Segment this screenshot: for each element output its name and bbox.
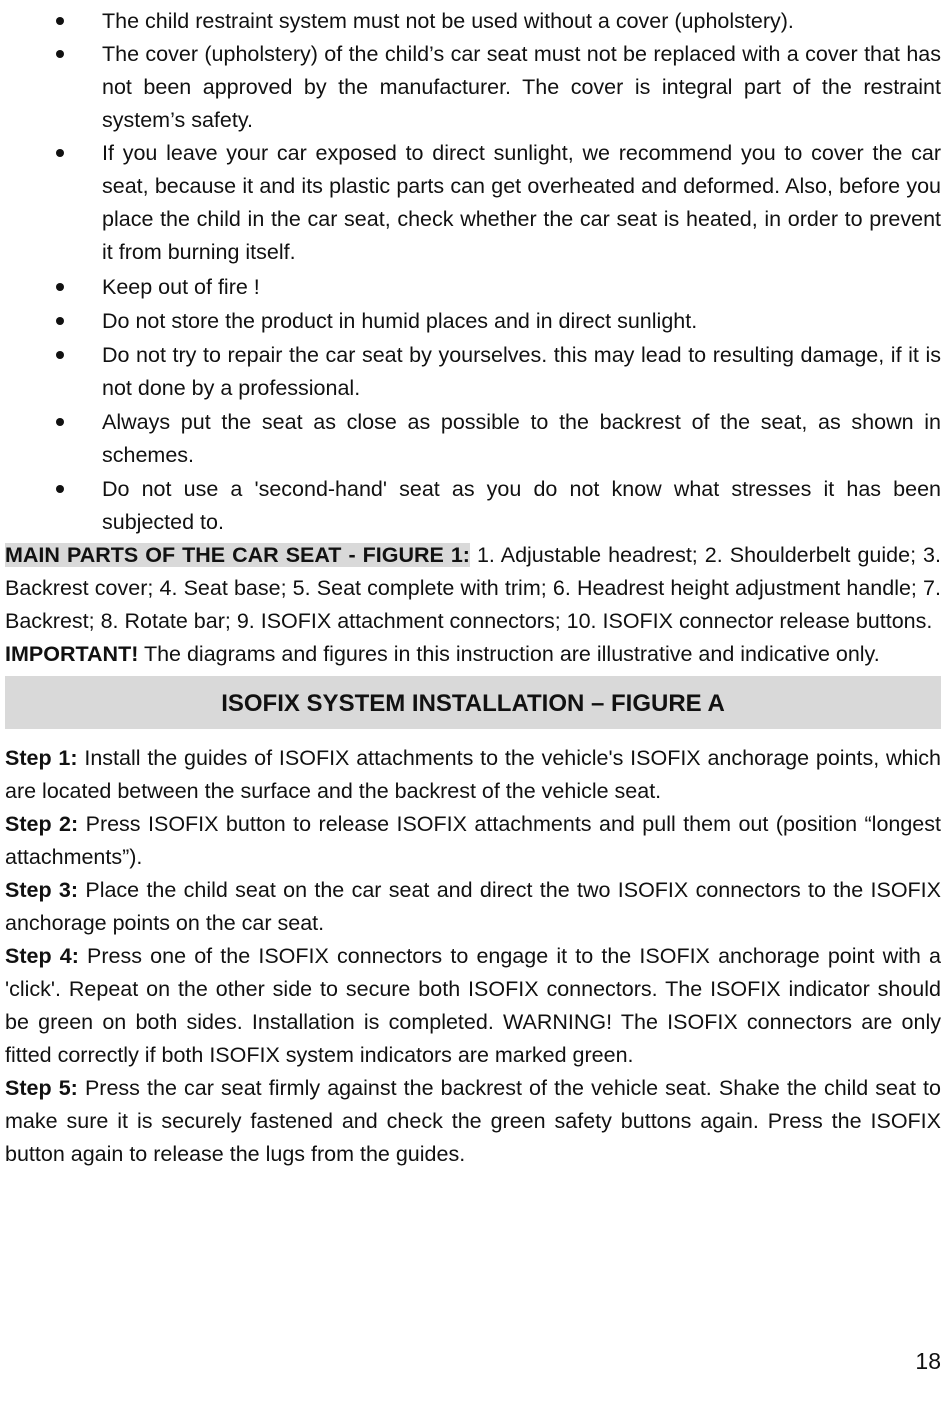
bullet-icon (56, 50, 64, 58)
warning-text: The cover (upholstery) of the child’s car seat must not be replaced with a cover that has not been approved by the manufacturer. The cover is integral part of the restraint system’s safety. (102, 42, 941, 132)
list-item (5, 5, 941, 38)
document-page (5, 5, 941, 1171)
section-heading: ISOFIX SYSTEM INSTALLATION – FIGURE A (5, 676, 941, 729)
step-text: Install the guides of ISOFIX attachments to the vehicle's ISOFIX anchorage points, which are located between the surface and the backrest of the vehicle seat. (5, 746, 941, 803)
bullet-icon (56, 283, 64, 291)
step-text: Place the child seat on the car seat and direct the two ISOFIX connectors to the ISOFIX anchorage points on the car seat. (5, 878, 941, 935)
warning-text: Keep out of fire ! (102, 275, 260, 299)
step-label: Step 4: (5, 944, 79, 968)
main-parts-label: MAIN PARTS OF THE CAR SEAT - FIGURE 1: (5, 543, 470, 567)
page-number: 18 (915, 1348, 941, 1374)
bullet-icon (56, 351, 64, 359)
main-parts-paragraph (5, 539, 941, 638)
step-paragraph (5, 1072, 941, 1171)
list-item (5, 305, 941, 338)
list-item (5, 339, 941, 405)
step-text: Press one of the ISOFIX connectors to engage it to the ISOFIX anchorage point with a 'click'. Repeat on the other side to secure both ISOFIX connectors. The ISOFIX indicator should be green on both sides. Installation is completed. WARNING! The ISOFIX connectors are only fitted correctly if both ISOFIX system indicators are marked green. (5, 944, 941, 1067)
step-label: Step 5: (5, 1076, 78, 1100)
bullet-icon (56, 17, 64, 25)
list-item (5, 406, 941, 472)
warning-text: Always put the seat as close as possible to the backrest of the seat, as shown in schemes. (102, 410, 941, 467)
warnings-list (5, 5, 941, 539)
bullet-icon (56, 418, 64, 426)
important-label: IMPORTANT! (5, 642, 139, 666)
step-paragraph (5, 874, 941, 940)
warning-text: Do not use a 'second-hand' seat as you do not know what stresses it has been subjected to. (102, 477, 941, 534)
step-label: Step 2: (5, 812, 79, 836)
bullet-icon (56, 485, 64, 493)
bullet-icon (56, 149, 64, 157)
warning-text: Do not try to repair the car seat by yourselves. this may lead to resulting damage, if it is not done by a professional. (102, 343, 941, 400)
important-paragraph (5, 638, 941, 671)
warning-text: If you leave your car exposed to direct sunlight, we recommend you to cover the car seat, because it and its plastic parts can get overheated and deformed. Also, before you place the child in the car seat, check whether the car seat is heated, in order to prevent it from burning itself. (102, 141, 941, 264)
list-item (5, 38, 941, 137)
bullet-icon (56, 317, 64, 325)
list-item (5, 271, 941, 304)
step-text: Press the car seat firmly against the backrest of the vehicle seat. Shake the child seat to make sure it is securely fastened and check the green safety buttons again. Press the ISOFIX button again to release the lugs from the guides. (5, 1076, 941, 1166)
step-paragraph (5, 742, 941, 808)
step-label: Step 3: (5, 878, 79, 902)
step-text: Press ISOFIX button to release ISOFIX attachments and pull them out (position “longest attachments”). (5, 812, 941, 869)
main-parts-text: 1. Adjustable headrest; 2. Shoulderbelt guide; 3. Backrest cover; 4. Seat base; 5. Seat complete with trim; 6. Headrest height adjustment handle; 7. Backrest; 8. Rotate bar; 9. ISOFIX attachment connectors; 10. ISOFIX connector release buttons. (5, 543, 941, 633)
list-item (5, 473, 941, 539)
step-paragraph (5, 808, 941, 874)
warning-text: The child restraint system must not be used without a cover (upholstery). (102, 9, 794, 33)
important-text: The diagrams and figures in this instruction are illustrative and indicative only. (138, 642, 880, 666)
step-label: Step 1: (5, 746, 78, 770)
list-item (5, 137, 941, 269)
step-paragraph (5, 940, 941, 1072)
warning-text: Do not store the product in humid places and in direct sunlight. (102, 309, 698, 333)
